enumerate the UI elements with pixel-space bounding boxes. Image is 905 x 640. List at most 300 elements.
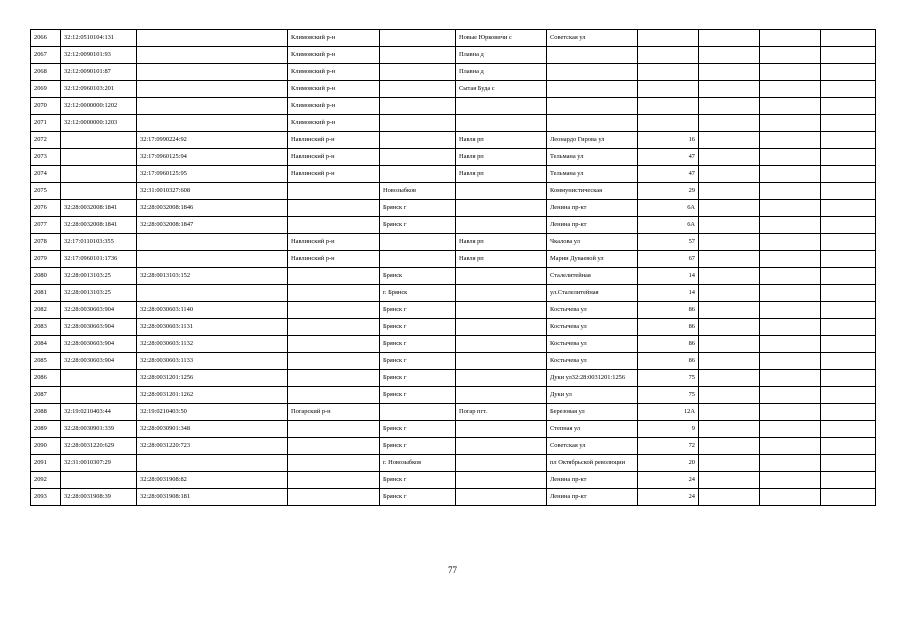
cell-cadastral-number: 32:12:0090101:87 (61, 64, 137, 81)
cell-city (380, 81, 456, 98)
cell-district (288, 319, 380, 336)
cell-house-number: 86 (638, 319, 699, 336)
cell-house-number: 24 (638, 472, 699, 489)
cell-cadastral-number-2 (137, 30, 288, 47)
table-row (31, 302, 876, 319)
cell-district: Климовский р-н (288, 81, 380, 98)
cell-row-number: 2071 (31, 115, 61, 132)
table-row (31, 285, 876, 302)
cell-extra-col-2 (760, 98, 821, 115)
cell-row-number: 2082 (31, 302, 61, 319)
cell-extra-col-3 (821, 285, 876, 302)
cell-district: Климовский р-н (288, 115, 380, 132)
cell-extra-col-2 (760, 183, 821, 200)
cell-row-number: 2089 (31, 421, 61, 438)
cell-street: Тельмана ул (547, 149, 638, 166)
cell-cadastral-number: 32:28:0032008:1841 (61, 200, 137, 217)
cell-cadastral-number: 32:12:0090101:93 (61, 47, 137, 64)
cell-street: Дуки ул32:28:0031201:1256 (547, 370, 638, 387)
cell-row-number: 2066 (31, 30, 61, 47)
cell-extra-col-1 (699, 183, 760, 200)
cell-extra-col-1 (699, 217, 760, 234)
cell-city (380, 47, 456, 64)
cell-extra-col-3 (821, 370, 876, 387)
table-row (31, 115, 876, 132)
table-row (31, 200, 876, 217)
cell-city: Брянск г (380, 438, 456, 455)
cell-district: Климовский р-н (288, 98, 380, 115)
cell-city: Брянск г (380, 319, 456, 336)
cell-district (288, 336, 380, 353)
cell-settlement: Навля рп (456, 251, 547, 268)
cell-cadastral-number-2: 32:28:0031908:82 (137, 472, 288, 489)
cell-extra-col-2 (760, 251, 821, 268)
cell-house-number (638, 115, 699, 132)
cell-house-number (638, 47, 699, 64)
cell-extra-col-3 (821, 234, 876, 251)
cell-district (288, 268, 380, 285)
cell-street: Марии Дуваевой ул (547, 251, 638, 268)
cell-district (288, 421, 380, 438)
cell-settlement: Навля рп (456, 234, 547, 251)
cell-settlement: Погар пгт. (456, 404, 547, 421)
cell-street: Костычева ул (547, 302, 638, 319)
data-table (30, 29, 876, 506)
table-row (31, 336, 876, 353)
cell-row-number: 2068 (31, 64, 61, 81)
cell-street: Ленина пр-кт (547, 472, 638, 489)
cell-city: Брянск г (380, 336, 456, 353)
cell-district (288, 183, 380, 200)
cell-row-number: 2088 (31, 404, 61, 421)
table-row (31, 319, 876, 336)
cell-district: Климовский р-н (288, 47, 380, 64)
cell-row-number: 2072 (31, 132, 61, 149)
cell-extra-col-3 (821, 149, 876, 166)
cell-city: Брянск (380, 268, 456, 285)
cell-city: Новозыбков (380, 183, 456, 200)
cell-house-number (638, 98, 699, 115)
cell-extra-col-1 (699, 421, 760, 438)
cell-district (288, 387, 380, 404)
cell-district (288, 438, 380, 455)
cell-cadastral-number-2: 32:28:0032008:1847 (137, 217, 288, 234)
cell-extra-col-3 (821, 217, 876, 234)
cell-street: ул.Сталелитейная (547, 285, 638, 302)
cell-row-number: 2080 (31, 268, 61, 285)
cell-extra-col-1 (699, 489, 760, 506)
cell-house-number: 86 (638, 336, 699, 353)
cell-street: Ленина пр-кт (547, 489, 638, 506)
cell-city: Брянск г (380, 217, 456, 234)
cell-extra-col-3 (821, 455, 876, 472)
cell-cadastral-number-2: 32:28:0030603:1140 (137, 302, 288, 319)
cell-row-number: 2075 (31, 183, 61, 200)
cell-cadastral-number-2 (137, 64, 288, 81)
cell-city (380, 98, 456, 115)
cell-district (288, 217, 380, 234)
cell-row-number: 2087 (31, 387, 61, 404)
cell-city (380, 132, 456, 149)
cell-extra-col-2 (760, 234, 821, 251)
cell-settlement: Навля рп (456, 132, 547, 149)
cell-extra-col-3 (821, 47, 876, 64)
cell-house-number: 29 (638, 183, 699, 200)
cell-settlement (456, 217, 547, 234)
cell-extra-col-1 (699, 200, 760, 217)
cell-extra-col-3 (821, 404, 876, 421)
cell-cadastral-number (61, 132, 137, 149)
cell-city: Брянск г (380, 387, 456, 404)
cell-cadastral-number-2: 32:28:0031201:1262 (137, 387, 288, 404)
cell-street: Сталелитейная (547, 268, 638, 285)
cell-extra-col-1 (699, 336, 760, 353)
cell-row-number: 2081 (31, 285, 61, 302)
cell-extra-col-2 (760, 81, 821, 98)
cell-cadastral-number: 32:28:0030603:904 (61, 336, 137, 353)
cell-extra-col-1 (699, 166, 760, 183)
cell-extra-col-2 (760, 336, 821, 353)
cell-extra-col-3 (821, 183, 876, 200)
cell-extra-col-1 (699, 472, 760, 489)
cell-house-number: 75 (638, 387, 699, 404)
cell-cadastral-number-2: 32:17:0990224:92 (137, 132, 288, 149)
cell-house-number: 24 (638, 489, 699, 506)
cell-extra-col-2 (760, 149, 821, 166)
cell-city: Брянск г (380, 370, 456, 387)
table-row (31, 353, 876, 370)
cell-street: Тельмана ул (547, 166, 638, 183)
cell-extra-col-3 (821, 336, 876, 353)
cell-extra-col-1 (699, 319, 760, 336)
cell-street: Ленина пр-кт (547, 217, 638, 234)
cell-extra-col-2 (760, 268, 821, 285)
cell-street: Леонардо Гирова ул (547, 132, 638, 149)
cell-district: Навлинский р-н (288, 149, 380, 166)
cell-extra-col-3 (821, 115, 876, 132)
cell-settlement: Навля рп (456, 149, 547, 166)
cell-district: Навлинский р-н (288, 166, 380, 183)
cell-street (547, 64, 638, 81)
cell-street: Степная ул (547, 421, 638, 438)
cell-cadastral-number-2: 32:28:0031201:1256 (137, 370, 288, 387)
cell-cadastral-number: 32:28:0013103:25 (61, 285, 137, 302)
cell-settlement (456, 455, 547, 472)
cell-district (288, 285, 380, 302)
cell-extra-col-2 (760, 387, 821, 404)
cell-extra-col-1 (699, 64, 760, 81)
cell-settlement (456, 472, 547, 489)
cell-extra-col-3 (821, 132, 876, 149)
cell-district: Навлинский р-н (288, 234, 380, 251)
cell-row-number: 2090 (31, 438, 61, 455)
cell-settlement: Новые Юрковичи с (456, 30, 547, 47)
cell-cadastral-number: 32:17:0960101:1736 (61, 251, 137, 268)
cell-row-number: 2086 (31, 370, 61, 387)
table-row (31, 47, 876, 64)
cell-cadastral-number-2 (137, 98, 288, 115)
cell-extra-col-2 (760, 285, 821, 302)
table-row (31, 268, 876, 285)
cell-row-number: 2067 (31, 47, 61, 64)
cell-extra-col-3 (821, 251, 876, 268)
cell-extra-col-1 (699, 404, 760, 421)
table-row (31, 421, 876, 438)
cell-extra-col-1 (699, 353, 760, 370)
cell-cadastral-number: 32:28:0032008:1841 (61, 217, 137, 234)
cell-house-number: 6А (638, 200, 699, 217)
cell-district (288, 489, 380, 506)
cell-city (380, 30, 456, 47)
cell-settlement (456, 98, 547, 115)
cell-settlement (456, 302, 547, 319)
cell-street (547, 81, 638, 98)
cell-settlement (456, 421, 547, 438)
table-row (31, 64, 876, 81)
cell-extra-col-1 (699, 132, 760, 149)
cell-cadastral-number-2: 32:28:0030603:1133 (137, 353, 288, 370)
cell-extra-col-2 (760, 302, 821, 319)
cell-extra-col-3 (821, 268, 876, 285)
cell-extra-col-2 (760, 421, 821, 438)
cell-extra-col-3 (821, 30, 876, 47)
cell-extra-col-2 (760, 115, 821, 132)
cell-street (547, 98, 638, 115)
cell-cadastral-number: 32:28:0030603:904 (61, 302, 137, 319)
cell-district (288, 472, 380, 489)
cell-extra-col-2 (760, 64, 821, 81)
cell-row-number: 2083 (31, 319, 61, 336)
cell-settlement: Плавна д (456, 64, 547, 81)
cell-cadastral-number (61, 387, 137, 404)
cell-extra-col-3 (821, 353, 876, 370)
cell-cadastral-number-2: 32:31:0010327:608 (137, 183, 288, 200)
cell-house-number (638, 30, 699, 47)
cell-settlement (456, 268, 547, 285)
cell-cadastral-number-2: 32:28:0032008:1846 (137, 200, 288, 217)
cell-cadastral-number-2: 32:28:0030901:348 (137, 421, 288, 438)
cell-house-number: 75 (638, 370, 699, 387)
cell-district (288, 455, 380, 472)
cell-extra-col-1 (699, 438, 760, 455)
cell-row-number: 2077 (31, 217, 61, 234)
cell-house-number: 9 (638, 421, 699, 438)
cell-city: Брянск г (380, 472, 456, 489)
cell-city: Брянск г (380, 421, 456, 438)
cell-extra-col-1 (699, 302, 760, 319)
cell-street: Коммунистическая (547, 183, 638, 200)
cell-city (380, 404, 456, 421)
cell-row-number: 2073 (31, 149, 61, 166)
cell-street: Костычева ул (547, 336, 638, 353)
cell-settlement (456, 353, 547, 370)
cell-settlement (456, 387, 547, 404)
cell-house-number: 86 (638, 353, 699, 370)
table-row (31, 387, 876, 404)
cell-extra-col-2 (760, 47, 821, 64)
cell-district (288, 353, 380, 370)
cell-district: Навлинский р-н (288, 132, 380, 149)
cell-house-number: 57 (638, 234, 699, 251)
cell-extra-col-2 (760, 438, 821, 455)
cell-row-number: 2078 (31, 234, 61, 251)
cell-city (380, 64, 456, 81)
cell-cadastral-number-2 (137, 234, 288, 251)
cell-extra-col-3 (821, 489, 876, 506)
table-row (31, 98, 876, 115)
cell-cadastral-number: 32:31:0010307:29 (61, 455, 137, 472)
cell-extra-col-3 (821, 319, 876, 336)
cell-cadastral-number: 32:12:0510104:131 (61, 30, 137, 47)
cell-house-number: 86 (638, 302, 699, 319)
cell-house-number: 47 (638, 149, 699, 166)
cell-house-number: 12А (638, 404, 699, 421)
cell-extra-col-1 (699, 251, 760, 268)
table-row (31, 217, 876, 234)
cell-city (380, 166, 456, 183)
page-number: 77 (448, 565, 457, 575)
cell-cadastral-number: 32:28:0030901:339 (61, 421, 137, 438)
cell-cadastral-number: 32:12:0000000:1202 (61, 98, 137, 115)
cell-cadastral-number (61, 370, 137, 387)
cell-extra-col-2 (760, 489, 821, 506)
cell-street: Костычева ул (547, 353, 638, 370)
cell-cadastral-number: 32:28:0013103:25 (61, 268, 137, 285)
table-row (31, 472, 876, 489)
cell-street: Дуки ул (547, 387, 638, 404)
table-row (31, 438, 876, 455)
cell-street: Советская ул (547, 30, 638, 47)
cell-row-number: 2091 (31, 455, 61, 472)
cell-extra-col-2 (760, 353, 821, 370)
cell-district (288, 370, 380, 387)
cell-extra-col-1 (699, 47, 760, 64)
cell-district: Погарский р-н (288, 404, 380, 421)
cell-settlement (456, 319, 547, 336)
cell-extra-col-2 (760, 30, 821, 47)
cell-settlement (456, 200, 547, 217)
cell-cadastral-number (61, 149, 137, 166)
cell-row-number: 2093 (31, 489, 61, 506)
cell-extra-col-3 (821, 421, 876, 438)
cell-house-number: 67 (638, 251, 699, 268)
cell-extra-col-1 (699, 30, 760, 47)
cell-extra-col-3 (821, 81, 876, 98)
cell-extra-col-1 (699, 455, 760, 472)
cell-cadastral-number-2: 32:28:0030603:1132 (137, 336, 288, 353)
cell-city: г. Брянск (380, 285, 456, 302)
cell-extra-col-1 (699, 285, 760, 302)
table-row (31, 132, 876, 149)
cell-cadastral-number-2: 32:28:0031220:723 (137, 438, 288, 455)
cell-house-number: 47 (638, 166, 699, 183)
cell-extra-col-1 (699, 268, 760, 285)
cell-cadastral-number-2 (137, 81, 288, 98)
cell-extra-col-2 (760, 404, 821, 421)
cell-city: г. Новозыбков (380, 455, 456, 472)
cell-extra-col-1 (699, 370, 760, 387)
cell-street: Ленина пр-кт (547, 200, 638, 217)
table-row (31, 149, 876, 166)
cell-street (547, 115, 638, 132)
cell-settlement (456, 115, 547, 132)
cell-city: Брянск г (380, 489, 456, 506)
cell-extra-col-1 (699, 234, 760, 251)
table-row (31, 489, 876, 506)
cell-cadastral-number-2: 32:28:0013103:152 (137, 268, 288, 285)
cell-district: Навлинский р-н (288, 251, 380, 268)
cell-city: Брянск г (380, 353, 456, 370)
cell-cadastral-number: 32:19:0210403:44 (61, 404, 137, 421)
cell-street: Советская ул (547, 438, 638, 455)
cell-cadastral-number (61, 166, 137, 183)
cell-settlement: Сытая Буда с (456, 81, 547, 98)
cell-house-number (638, 64, 699, 81)
cell-cadastral-number: 32:12:0000000:1203 (61, 115, 137, 132)
cell-settlement (456, 438, 547, 455)
cell-extra-col-3 (821, 98, 876, 115)
cell-cadastral-number: 32:28:0031908:39 (61, 489, 137, 506)
cell-row-number: 2085 (31, 353, 61, 370)
cell-extra-col-2 (760, 455, 821, 472)
cell-settlement (456, 370, 547, 387)
cell-settlement: Навля рп (456, 166, 547, 183)
cell-extra-col-1 (699, 81, 760, 98)
cell-extra-col-3 (821, 200, 876, 217)
cell-extra-col-2 (760, 200, 821, 217)
cell-row-number: 2070 (31, 98, 61, 115)
table-body (31, 30, 876, 506)
cell-row-number: 2076 (31, 200, 61, 217)
cell-cadastral-number: 32:28:0030603:904 (61, 319, 137, 336)
cell-cadastral-number: 32:17:0110103:355 (61, 234, 137, 251)
cell-cadastral-number-2: 32:19:0210403:50 (137, 404, 288, 421)
cell-extra-col-2 (760, 132, 821, 149)
cell-district (288, 200, 380, 217)
table-row (31, 166, 876, 183)
table-row (31, 30, 876, 47)
cell-extra-col-3 (821, 472, 876, 489)
table-row (31, 234, 876, 251)
cell-cadastral-number: 32:12:0960103:201 (61, 81, 137, 98)
cell-cadastral-number: 32:28:0030603:904 (61, 353, 137, 370)
cell-settlement (456, 489, 547, 506)
cell-extra-col-3 (821, 438, 876, 455)
cell-extra-col-2 (760, 370, 821, 387)
cell-cadastral-number-2 (137, 251, 288, 268)
cell-row-number: 2069 (31, 81, 61, 98)
table-row (31, 404, 876, 421)
table-row (31, 251, 876, 268)
cell-row-number: 2092 (31, 472, 61, 489)
cell-street: пл Октябрьской революции (547, 455, 638, 472)
cell-cadastral-number-2: 32:17:0960125:94 (137, 149, 288, 166)
cell-house-number: 72 (638, 438, 699, 455)
cell-city: Брянск г (380, 302, 456, 319)
cell-settlement (456, 336, 547, 353)
cell-extra-col-3 (821, 387, 876, 404)
cell-house-number: 14 (638, 268, 699, 285)
cell-cadastral-number-2: 32:17:0960125:95 (137, 166, 288, 183)
cell-extra-col-3 (821, 64, 876, 81)
cell-city (380, 234, 456, 251)
cell-row-number: 2074 (31, 166, 61, 183)
cell-extra-col-2 (760, 166, 821, 183)
cell-settlement (456, 285, 547, 302)
cell-cadastral-number-2 (137, 115, 288, 132)
cell-cadastral-number-2 (137, 47, 288, 64)
cell-cadastral-number (61, 183, 137, 200)
